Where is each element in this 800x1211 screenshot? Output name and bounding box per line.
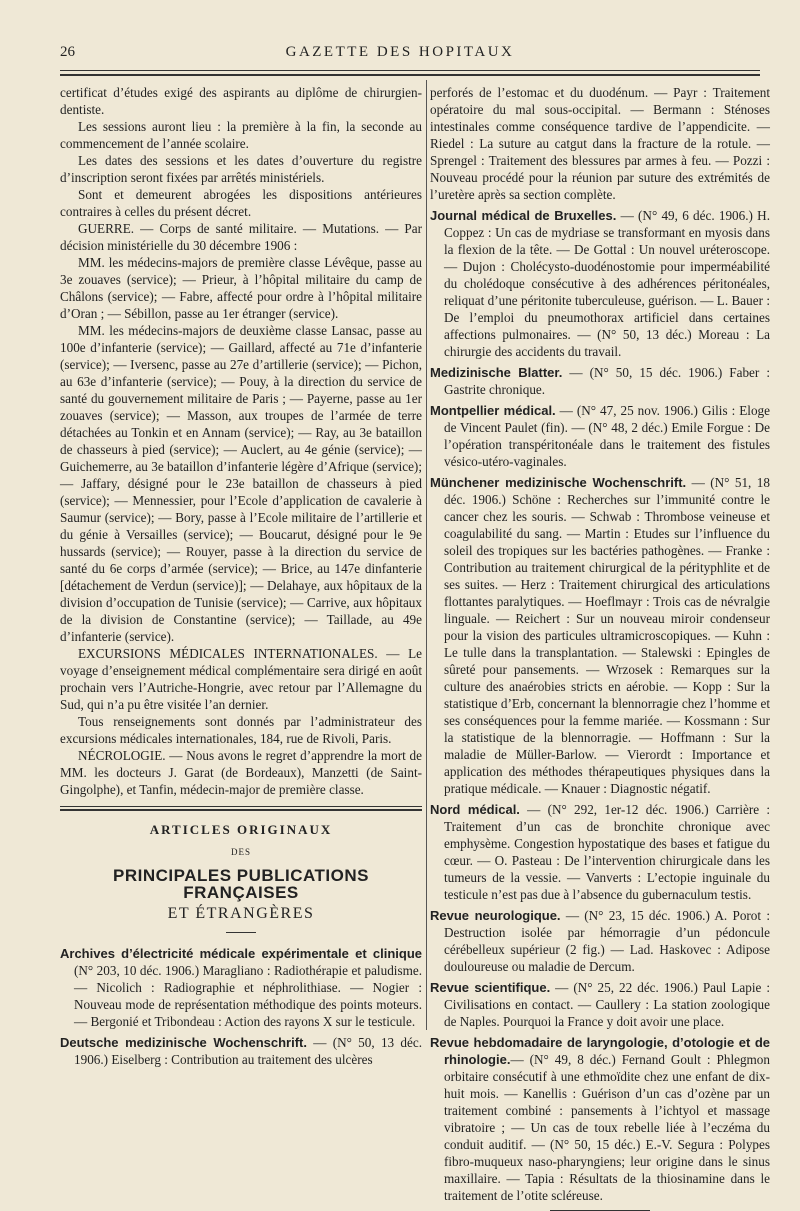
paragraph [60,322,422,645]
section-des: DES [230,847,251,857]
section-heading: PRINCIPALES PUBLICATIONS FRANÇAISES [113,866,369,902]
right-journals [430,207,770,1204]
paragraph-text: — Nous avons le regret d’apprendre la mort de MM. les docteurs J. Garat (de Bordeaux), Manzetti (de Saint-Gingolphe), et Tanfin, médecin-major de première classe. [60,748,422,797]
journal-name: Deutsche medizinische Wochenschrift. [60,1035,307,1050]
journal-name: Münchener medizinische Wochenschrift. [430,475,687,490]
paragraph-text: Les dates des sessions et les dates d’ouverture du registre d’inscription seront fixées par arrêtés ministériels. [60,153,422,185]
journal-name: Revue hebdomadaire de laryngologie, d’otologie et de rhinologie. [430,1035,770,1067]
paragraph-lead: EXCURSIONS MÉDICALES INTERNATIONALES. [78,646,378,661]
paragraph-text: MM. les médecins-majors de deuxième classe Lansac, passe au 100e d’infanterie (service); — Gaillard, affecté au 71e d’infanterie (service); — Iversenc, passe au 27e d’artillerie (service); — Pichon, au 63e d’infanterie (service); — Pouy, à la direction du service de santé du gouvernement militaire de Paris ; — Payerne, passe au 1er zouaves (service); — Masson, aux troupes de l’armée de terre détachées au Tonkin et en Annam (service); — Ray, au 3e bataillon de chasseurs à pied (service); — Auclert, au 4e génie (service); — Guichemerre, au 3e bataillon d’infanterie légère d’Afrique (service); — Jaffary, désigné pour le 23e bataillon de chasseurs à pied (service); — Mennessier, pour l’Ecole d’application de cavalerie à Saumur (service); — Bory, passe à l’Ecole militaire de l’artillerie et du génie à Versailles (service); — Boucarut, désigné pour le 9e hussards (service); — Rouyer, passe à la direction du service de santé du 6e corps d’armée (service); — Brice, au 147e dinfanterie [détachement de Verdun (service)]; — Delahaye, aux hôpitaux de la division d’occupation de Tunisie (service); — Carrive, aux hôpitaux de la division de Constantine (service); — Taillade, au 49e d’infanterie (service). [60,323,422,644]
paragraph-text: Sont et demeurent abrogées les dispositions antérieures contraires à celles du présent décret. [60,187,422,219]
journal-entry [430,474,770,797]
journal-name: Medizinische Blatter. [430,365,563,380]
paragraph-text: Les sessions auront lieu : la première à la fin, la seconde au commencement de l’année scolaire. [60,119,422,151]
header-rule-thick [60,74,760,76]
page-number: 26 [60,44,75,60]
section-rule [60,806,422,807]
running-head: GAZETTE DES HOPITAUX [285,44,515,60]
paragraph-text: — Corps de santé militaire. — Mutations. — Par décision ministérielle du 30 décembre 1906 : [60,221,422,253]
journal-entry [60,945,422,1030]
journal-name: Revue neurologique. [430,908,561,923]
paragraph [60,152,422,186]
continuation-paragraph: perforés de l’estomac et du duodénum. — Payr : Traitement opératoire du mal sous-occipital. — Bermann : Sténoses intestinales comme conséquence tardive de l’appendicite. — Riedel : La suture au catgut dans la fracture de la rotule. — Sprengel : Traitement des blessures par armes à feu. — Pozzi : Nouveau procédé pour la réunion par suture des extrémités de l’uretère après sa section complète. [430,85,770,202]
journal-entry [430,207,770,360]
paragraph-text: certificat d’études exigé des aspirants au diplôme de chirurgien-dentiste. [60,85,422,117]
journal-entry [430,402,770,470]
journal-text: — (N° 47, 25 nov. 1906.) Gilis : Eloge de Vincent Paulet (fin). — (N° 48, 2 déc.) Emile Forgue : De l’opération transpéritonéale dans le traitement des fistules vésico-utéro-vaginales. [444,403,770,469]
journal-text: (N° 203, 10 déc. 1906.) Maragliano : Radiothérapie et paludisme. — Nicolich : Radiographie et néphrolithiase. — Nogier : Nouveau mode de représentation méthodique des points moteurs. — Bergonié et Tribondeau : Action des rayons X sur le testicule. [74,963,422,1029]
paragraph [60,747,422,798]
left-column [60,84,422,1068]
journal-text: — (N° 49, 8 déc.) Fernand Goult : Phlegmon orbitaire consécutif à une ethmoïdite chez une enfant de dix-huit mois. — Kanellis : Guérison d’un cas d’ozène par un traitement combiné : pansements à l’ichtyol et massage vibratoire ; — Un cas de toux rebelle liée à l’eczéma du conduit auditif. — (N° 50, 15 déc.) E.-V. Segura : Polypes fibro-muqueux naso-pharyngiens; leur origine dans le sinus maxillaire. — Tapia : Résultats de la thiosinamine dans le traitement de l’otite scléreuse. [444,1052,770,1203]
paragraph-text: — Le voyage d’enseignement médical complémentaire sera dirigé en août prochain vers l’Autriche-Hongrie, avec retour par l’Allemagne du Sud, qui n’a pu être visitée l’an dernier. [60,646,422,712]
section-title: ARTICLES ORIGINAUX [149,822,333,837]
journal-text: — (N° 23, 15 déc. 1906.) A. Porot : Destruction isolée par hémorragie d’un pédoncule cérébelleux supérieur (2 fig.) — Lad. Haskovec : Adipose douloureuse ou maladie de Dercum. [444,908,770,974]
paragraph-text: MM. les médecins-majors de première classe Lévêque, passe au 3e zouaves (service); — Prieur, à l’hôpital militaire du camp de Châlons (service); — Fabre, affecté pour ordre à l’hôpital militaire d’Oran ; — Sébillon, passe au 1er étranger (service). [60,255,422,321]
paragraph [60,220,422,254]
journal-text: — (N° 51, 18 déc. 1906.) Schöne : Recherches sur l’immunité contre le cancer chez les souris. — Schwab : Thrombose veineuse et coagulabilité du sang. — Martin : Etudes sur l’influence du soleil des tropiques sur les bactéries pathogènes. — Franke : Contribution au traitement chirurgical de la pérityphlite et de ses suites. — Herz : Traitement chirurgical des articulations flottantes paralytiques. — Hoeflmayr : Trois cas de névralgie linguale. — Reichert : Sur un nouveau miroir condenseur pour la vision des particules ultramicroscopiques. — Kuhn : Le tulle dans la transplantation. — Stalewski : Epingles de sûreté pour pansements. — Wrzosek : Remarques sur la culture des anaérobies stricts en aérobie. — Kopp : Sur la statistique d’Erb, concernant la blennorragie chez l’homme et ses conséquences pour la femme mariée. — Kossmann : Sur la statistique de la blennorragie. — Hoffmann : Sur la maladie de Müller-Barlow. — Vierordt : Importance et application des méthodes thérapeutiques physiques dans la pratique médicale. — Knauer : Diagnostic négatif. [444,475,770,796]
left-journals [60,945,422,1068]
paragraph-lead: GUERRE. [78,221,135,236]
header-rule [60,70,760,71]
journal-text: — (N° 292, 1er-12 déc. 1906.) Carrière : Traitement d’un cas de bronchite chronique avec emphysème. Congestion hypostatique des bases et fatigue du cœur. — O. Pasteau : De l’intervention chirurgicale dans les tumeurs de la vessie. — Vanverts : L’ectopie inguinale du testicule n’est pas due à l’absence du gubernaculum testis. [444,802,770,902]
paragraph [60,84,422,118]
paragraph [60,645,422,713]
journal-entry [430,364,770,398]
paragraph-text: Tous renseignements sont donnés par l’administrateur des excursions médicales internationales, 184, rue de Rivoli, Paris. [60,714,422,746]
journal-entry [60,1034,422,1068]
section-rule-thick [60,809,422,811]
paragraph [60,186,422,220]
journal-name: Revue scientifique. [430,980,551,995]
journal-entry [430,801,770,903]
journal-name: Montpellier médical. [430,403,556,418]
journal-name: Archives d’électricité médicale expérimentale et clinique [60,946,422,961]
right-column [430,84,770,1211]
paragraph [60,254,422,322]
journal-name: Journal médical de Bruxelles. [430,208,617,223]
journal-entry [430,979,770,1030]
left-paragraphs [60,84,422,798]
journal-text: — (N° 50, 13 déc. 1906.) Eiselberg : Contribution au traitement des ulcères [74,1035,422,1067]
journal-text: — (N° 25, 22 déc. 1906.) Paul Lapie : Civilisations en contact. — Caullery : La station zoologique de Naples. Pourquoi la France y doit avoir une place. [444,980,770,1029]
paragraph [60,713,422,747]
journal-name: Nord médical. [430,802,520,817]
short-rule [226,932,256,933]
journal-entry [430,1034,770,1204]
paragraph [60,118,422,152]
journal-entry [430,907,770,975]
paragraph-lead: NÉCROLOGIE. [78,748,166,763]
journal-text: — (N° 49, 6 déc. 1906.) H. Coppez : Un cas de mydriase se transformant en myosis dans la flexion de la tête. — De Gottal : Un nouvel uréteroscope. — Dujon : Cholécysto-duodénostomie pour imperméabilité du cholédoque consécutive à des adhérences péritonéales, reliquat d’une péritonite tuberculeuse, guérison. — L. Bauer : De l’emploi du pneumothorax artificiel dans certaines affections pulmonaires. — (N° 50, 13 déc.) Moreau : La chirurgie des accidents du travail. [444,208,770,359]
section-subheading: ET ÉTRANGÈRES [167,905,315,922]
journal-text: — (N° 50, 15 déc. 1906.) Faber : Gastrite chronique. [444,365,770,397]
column-divider [426,80,427,1030]
